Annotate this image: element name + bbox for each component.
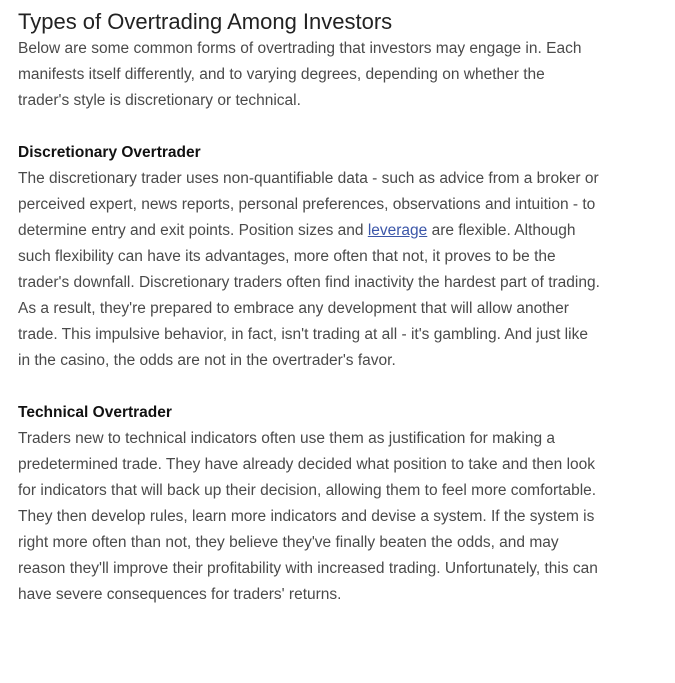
section-heading-technical: Technical Overtrader — [18, 404, 172, 421]
discretionary-text-before-link: The discretionary trader uses non-quantifiable data - such as advice from a broker or perceived expert, news reports, personal preferences, observations and intuition - to determine entry and exit points. Position sizes and — [18, 170, 599, 239]
intro-paragraph: Below are some common forms of overtrading that investors may engage in. Each manifests itself differently, and to varying degrees, depending on whether the trader's style is discretionary or technical. — [18, 40, 582, 109]
technical-paragraph: Traders new to technical indicators often use them as justification for making a predetermined trade. They have already decided what position to take and then look for indicators that will back up their decision, allowing them to feel more comfortable. They then develop rules, learn more indicators and devise a system. If the system is right more often than not, they believe they've finally beaten the odds, and may reason they'll improve their profitability with increased trading. Unfortunately, this can have severe consequences for traders' returns. — [18, 430, 598, 603]
discretionary-paragraph — [18, 166, 600, 374]
section-heading-discretionary: Discretionary Overtrader — [18, 144, 201, 161]
discretionary-text-after-link: are flexible. Although such flexibility can have its advantages, more often that not, it proves to be the trader's downfall. Discretionary traders often find inactivity the hardest part of trading. As a result, they're prepared to embrace any development that will allow another trade. This impulsive behavior, in fact, isn't trading at all - it's gambling. And just like in the casino, the odds are not in the overtrader's favor. — [18, 222, 600, 369]
page-title: Types of Overtrading Among Investors — [18, 9, 393, 34]
leverage-link[interactable]: leverage — [367, 222, 428, 239]
